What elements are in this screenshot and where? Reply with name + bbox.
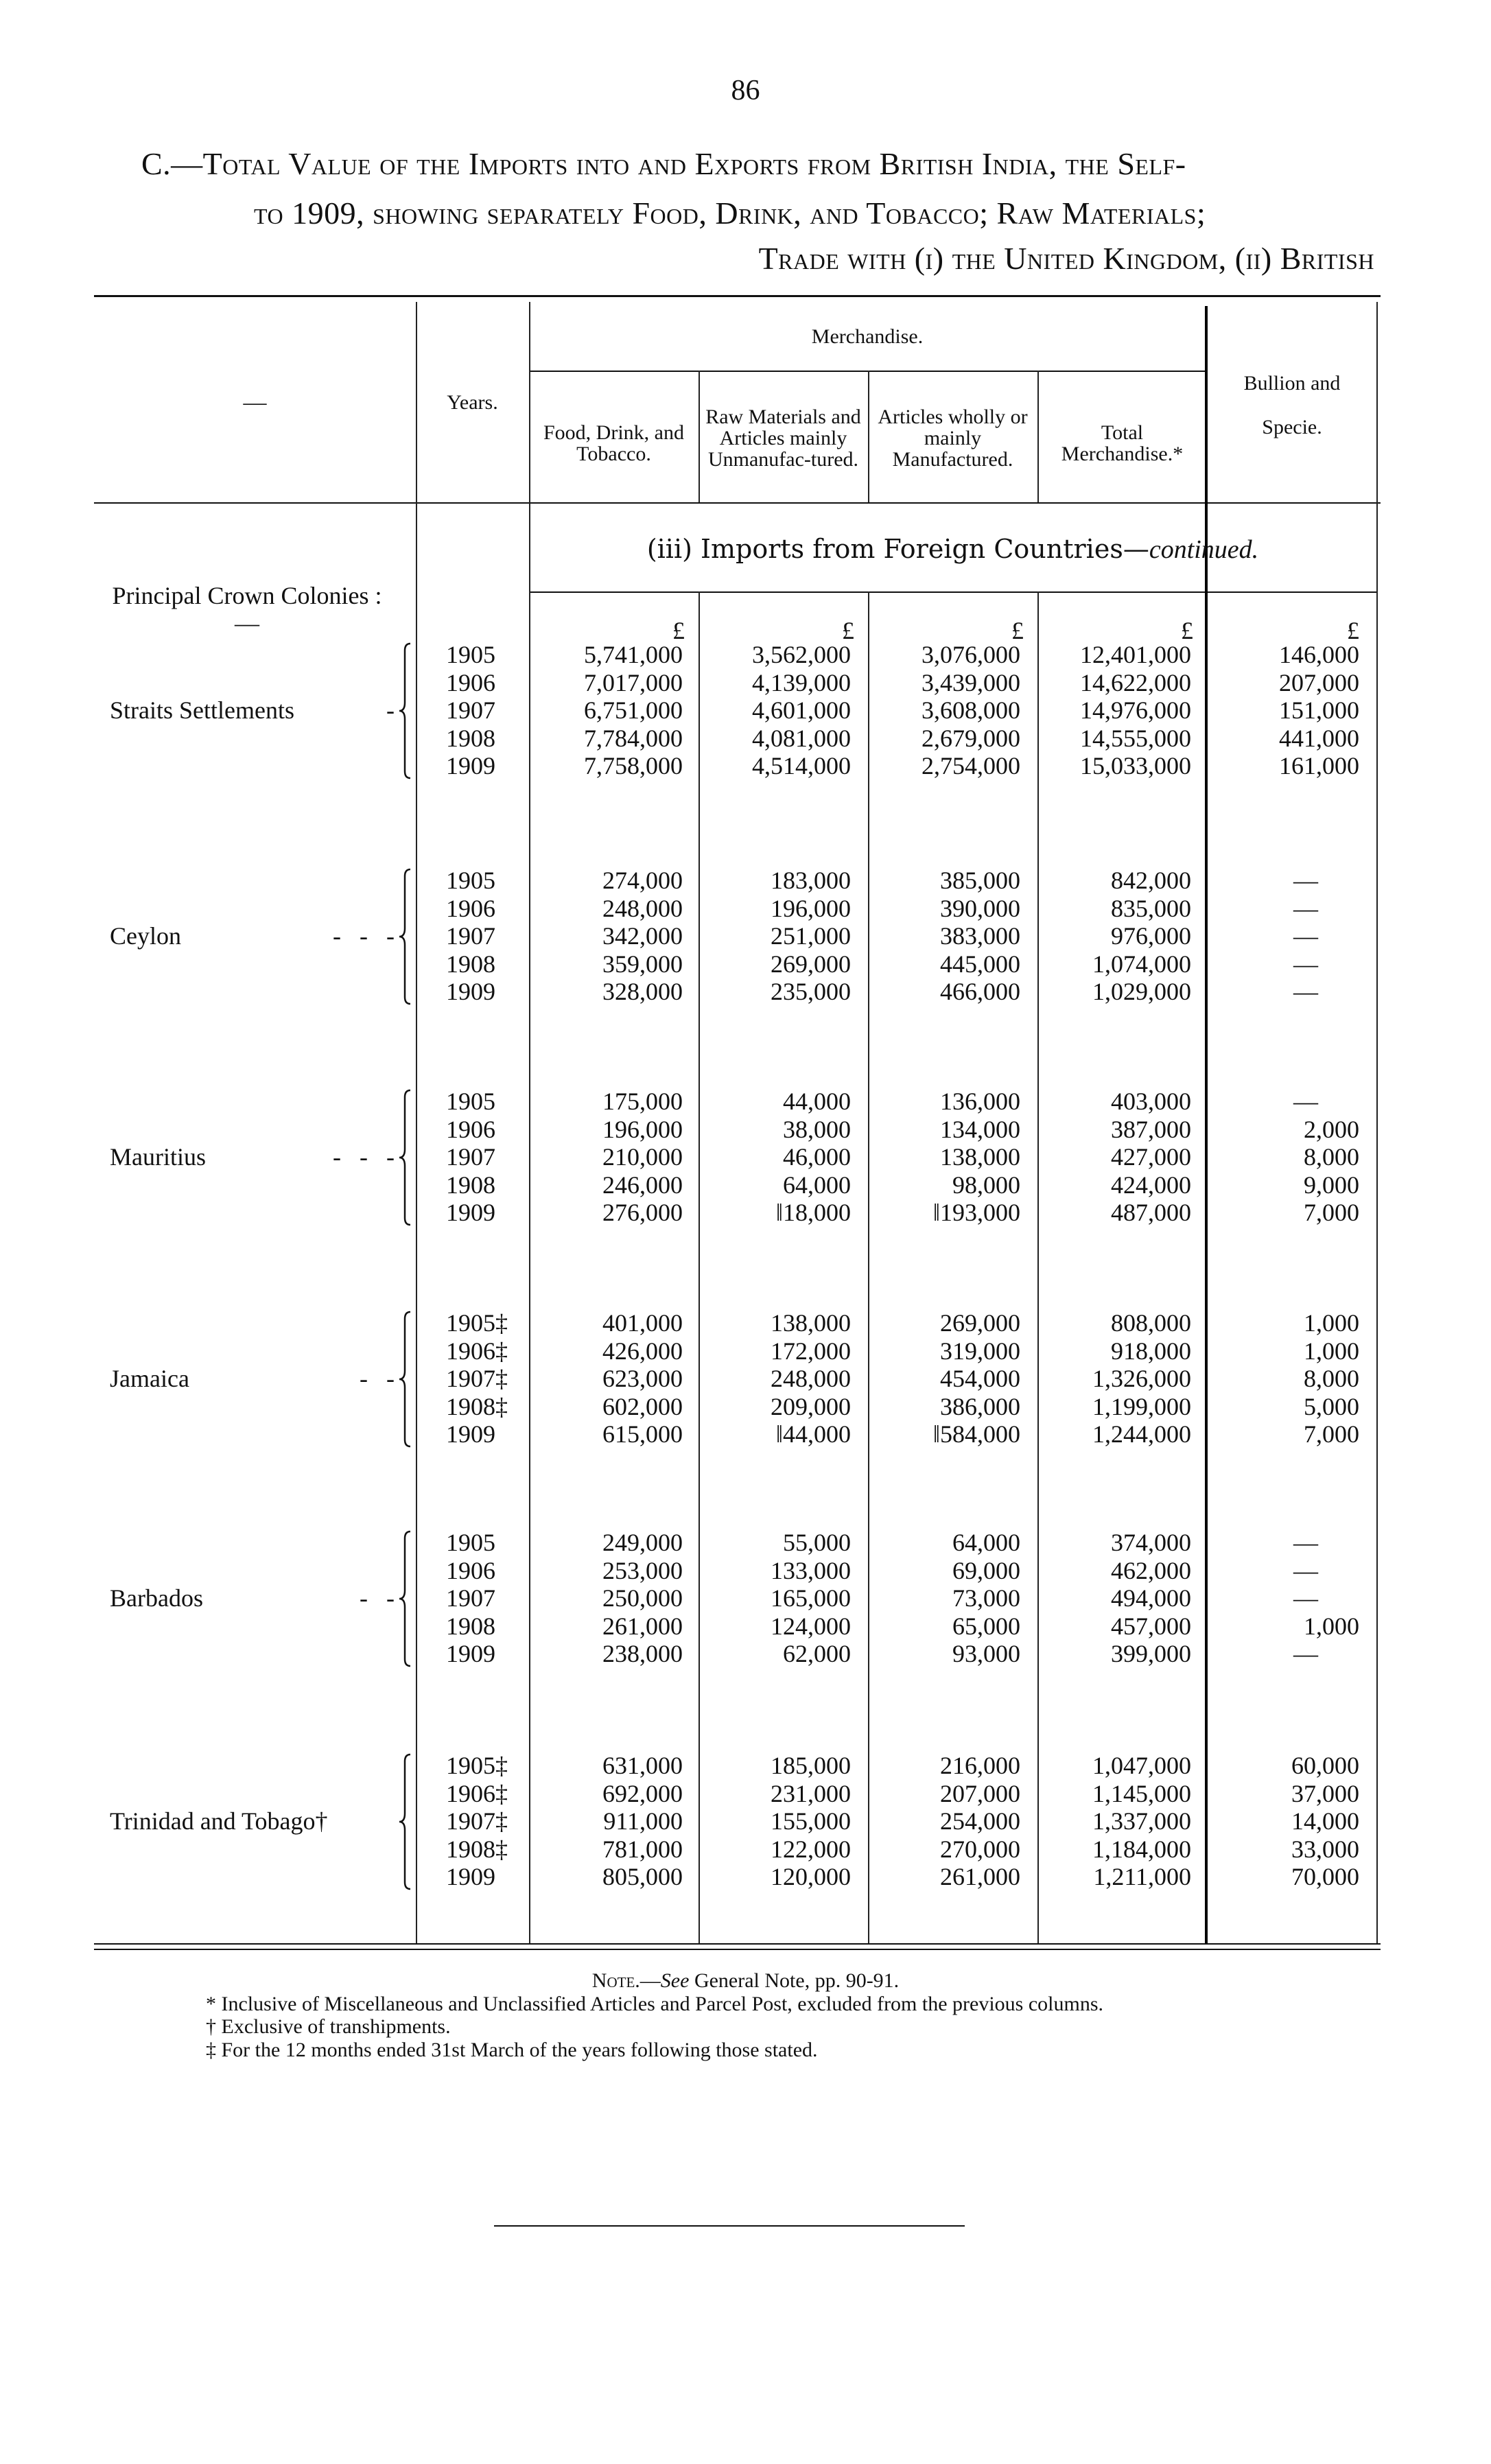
section-rule: [529, 591, 1376, 593]
raw-cell: 165,000: [771, 1584, 851, 1612]
food-cell: 805,000: [602, 1863, 683, 1890]
food-cell: 253,000: [602, 1556, 683, 1584]
table-row: [0, 1088, 1491, 1115]
food-cell: 401,000: [602, 1309, 683, 1337]
articles-cell: 466,000: [940, 978, 1020, 1005]
country-label: Barbados: [110, 1584, 203, 1612]
table-row: [0, 1752, 1491, 1779]
year-cell: 1906: [446, 668, 495, 696]
country-label: Trinidad and Tobago†: [110, 1807, 328, 1835]
food-cell: 342,000: [602, 922, 683, 950]
total-cell: 808,000: [1111, 1309, 1191, 1337]
year-cell: 1906: [446, 1115, 495, 1143]
food-cell: 250,000: [602, 1584, 683, 1612]
year-cell: 1906‡: [446, 1779, 508, 1807]
articles-cell: 69,000: [952, 1556, 1020, 1584]
header-bullion-line1: Bullion and: [1243, 371, 1341, 395]
country-label: Ceylon: [110, 922, 181, 950]
header-first-col: —: [243, 389, 267, 415]
table-row: [0, 1807, 1491, 1835]
table-row: [0, 1780, 1491, 1807]
table-row: [0, 978, 1491, 1005]
bullion-cell: 33,000: [1291, 1835, 1359, 1863]
articles-cell: 269,000: [940, 1309, 1020, 1337]
bullion-cell: 70,000: [1291, 1863, 1359, 1890]
raw-cell: 183,000: [771, 867, 851, 894]
raw-cell: 196,000: [771, 894, 851, 922]
food-cell: 246,000: [602, 1171, 683, 1199]
bullion-cell: —: [1293, 1088, 1318, 1115]
raw-cell: 133,000: [771, 1556, 851, 1584]
articles-cell: 138,000: [940, 1143, 1020, 1171]
table-row: [0, 950, 1491, 978]
bullion-cell: 8,000: [1304, 1365, 1359, 1392]
total-cell: 487,000: [1111, 1199, 1191, 1226]
total-cell: 842,000: [1111, 867, 1191, 894]
total-cell: 1,029,000: [1092, 978, 1191, 1005]
food-cell: 7,017,000: [584, 668, 683, 696]
bullion-cell: 9,000: [1304, 1171, 1359, 1199]
table-row: [0, 1835, 1491, 1863]
food-cell: 359,000: [602, 950, 683, 978]
raw-cell: 4,601,000: [752, 696, 851, 724]
total-cell: 1,184,000: [1092, 1835, 1191, 1863]
section-title: [529, 534, 1376, 565]
bullion-cell: 37,000: [1291, 1779, 1359, 1807]
table-row: [0, 1420, 1491, 1448]
food-cell: 5,741,000: [584, 641, 683, 668]
total-cell: 918,000: [1111, 1337, 1191, 1365]
col-divider-articles: [868, 591, 869, 1943]
col-divider-total-hdr: [1037, 371, 1039, 502]
table-row: [0, 1365, 1491, 1392]
merchandise-rule: [529, 371, 1206, 372]
food-cell: 196,000: [602, 1115, 683, 1143]
articles-cell: ‖584,000: [932, 1420, 1020, 1448]
bullion-cell: 146,000: [1279, 641, 1359, 668]
raw-cell: 62,000: [783, 1640, 851, 1667]
year-cell: 1905: [446, 641, 495, 668]
articles-cell: 390,000: [940, 894, 1020, 922]
food-cell: 238,000: [602, 1640, 683, 1667]
raw-cell: 235,000: [771, 978, 851, 1005]
total-cell: 374,000: [1111, 1529, 1191, 1556]
year-cell: 1908‡: [446, 1392, 508, 1420]
total-cell: 976,000: [1111, 922, 1191, 950]
bullion-cell: —: [1293, 922, 1318, 950]
country-label: Jamaica: [110, 1365, 189, 1392]
articles-cell: 261,000: [940, 1863, 1020, 1890]
page-number: 86: [731, 75, 760, 106]
year-cell: 1905: [446, 1088, 495, 1115]
food-cell: 248,000: [602, 894, 683, 922]
title-line-2: to 1909, showing separately Food, Drink, and Tobacco; Raw Materials;: [254, 196, 1206, 231]
table-row: [0, 1584, 1491, 1612]
col-divider-total: [1037, 591, 1039, 1943]
header-bullion-line2: Specie.: [1262, 415, 1322, 438]
bullion-cell: 1,000: [1304, 1337, 1359, 1365]
year-cell: 1905: [446, 1529, 495, 1556]
table-row: [0, 1863, 1491, 1890]
raw-cell: 3,562,000: [752, 641, 851, 668]
raw-cell: 172,000: [771, 1337, 851, 1365]
leader-dashes: - -: [360, 1365, 395, 1392]
total-cell: 403,000: [1111, 1088, 1191, 1115]
table-row: [0, 641, 1491, 668]
col-divider-articles-hdr: [868, 371, 869, 502]
raw-cell: 46,000: [783, 1143, 851, 1171]
bullion-cell: —: [1293, 1529, 1318, 1556]
title-line-1: C.—Total Value of the Imports into and Exports from British India, the Self-: [141, 146, 1186, 181]
group-heading: Principal Crown Colonies :—: [112, 582, 382, 637]
table-row: [0, 696, 1491, 724]
articles-cell: 207,000: [940, 1779, 1020, 1807]
raw-cell: 231,000: [771, 1779, 851, 1807]
table-row: [0, 895, 1491, 922]
raw-cell: 209,000: [771, 1392, 851, 1420]
year-cell: 1908: [446, 1612, 495, 1640]
table-bottom-rule: [94, 1943, 1381, 1945]
currency-bullion: £: [1347, 617, 1359, 644]
year-cell: 1907: [446, 1143, 495, 1171]
total-cell: 1,211,000: [1093, 1863, 1191, 1890]
table-row: [0, 1337, 1491, 1365]
raw-cell: 55,000: [783, 1529, 851, 1556]
table-row: [0, 752, 1491, 779]
food-cell: 623,000: [602, 1365, 683, 1392]
header-articles: Articles wholly or mainly Manufactured.: [878, 406, 1028, 471]
table-row: [0, 1199, 1491, 1226]
bullion-cell: 5,000: [1304, 1392, 1359, 1420]
table-bottom-rule-2: [94, 1949, 1381, 1950]
section-title-text: (iii) Imports from Foreign Countries—: [646, 534, 1149, 564]
food-cell: 6,751,000: [584, 696, 683, 724]
total-cell: 14,622,000: [1080, 668, 1191, 696]
total-cell: 457,000: [1111, 1612, 1191, 1640]
articles-cell: 383,000: [940, 922, 1020, 950]
total-cell: 14,976,000: [1080, 696, 1191, 724]
food-cell: 249,000: [602, 1529, 683, 1556]
year-cell: 1906: [446, 1556, 495, 1584]
food-cell: 602,000: [602, 1392, 683, 1420]
table-row: [0, 1612, 1491, 1640]
food-cell: 210,000: [602, 1143, 683, 1171]
raw-cell: 155,000: [771, 1807, 851, 1835]
general-note: [0, 1969, 1491, 1993]
articles-cell: 3,608,000: [921, 696, 1020, 724]
currency-articles: £: [1011, 617, 1024, 644]
table-row: [0, 867, 1491, 894]
bullion-cell: —: [1293, 1640, 1318, 1667]
articles-cell: 2,754,000: [921, 752, 1020, 779]
food-cell: 328,000: [602, 978, 683, 1005]
currency-raw: £: [842, 617, 854, 644]
currency-food: £: [672, 617, 685, 644]
year-cell: 1909: [446, 1199, 495, 1226]
raw-cell: ‖44,000: [775, 1420, 851, 1448]
articles-cell: 65,000: [952, 1612, 1020, 1640]
articles-cell: 445,000: [940, 950, 1020, 978]
food-cell: 274,000: [602, 867, 683, 894]
articles-cell: 319,000: [940, 1337, 1020, 1365]
footnote-double-dagger: ‡ For the 12 months ended 31st March of the years following those stated.: [206, 2039, 818, 2061]
raw-cell: 248,000: [771, 1365, 851, 1392]
table-row: [0, 725, 1491, 752]
articles-cell: 454,000: [940, 1365, 1020, 1392]
articles-cell: 73,000: [952, 1584, 1020, 1612]
footnote-dagger: † Exclusive of transhipments.: [206, 2015, 451, 2038]
articles-cell: 93,000: [952, 1640, 1020, 1667]
articles-cell: 254,000: [940, 1807, 1020, 1835]
header-food: Food, Drink, and Tobacco.: [543, 421, 684, 465]
year-cell: 1907‡: [446, 1365, 508, 1392]
year-cell: 1908: [446, 950, 495, 978]
note-text: General Note, pp. 90-91.: [689, 1969, 900, 1992]
raw-cell: 269,000: [771, 950, 851, 978]
col-divider-raw-hdr: [698, 371, 700, 502]
header-total: Total Merchandise.*: [1061, 421, 1184, 465]
bullion-cell: 8,000: [1304, 1143, 1359, 1171]
total-cell: 1,047,000: [1092, 1752, 1191, 1779]
food-cell: 7,784,000: [584, 724, 683, 752]
raw-cell: 4,139,000: [752, 668, 851, 696]
year-cell: 1906: [446, 894, 495, 922]
year-cell: 1906‡: [446, 1337, 508, 1365]
food-cell: 781,000: [602, 1835, 683, 1863]
raw-cell: 138,000: [771, 1309, 851, 1337]
bullion-cell: 441,000: [1279, 724, 1359, 752]
year-cell: 1905: [446, 867, 495, 894]
articles-cell: 64,000: [952, 1529, 1020, 1556]
currency-total: £: [1181, 617, 1193, 644]
total-cell: 1,199,000: [1092, 1392, 1191, 1420]
bullion-cell: —: [1293, 978, 1318, 1005]
header-raw: Raw Materials and Articles mainly Unmanufac-tured.: [705, 406, 861, 471]
total-cell: 12,401,000: [1080, 641, 1191, 668]
raw-cell: 64,000: [783, 1171, 851, 1199]
col-divider-raw: [698, 591, 700, 1943]
bullion-cell: 151,000: [1279, 696, 1359, 724]
year-cell: 1909: [446, 1640, 495, 1667]
leader-dashes: - - -: [333, 922, 395, 950]
footnote-asterisk: * Inclusive of Miscellaneous and Unclassified Articles and Parcel Post, excluded from the previous columns.: [206, 1993, 1104, 2015]
bullion-cell: 161,000: [1279, 752, 1359, 779]
header-bottom-rule: [94, 502, 1381, 504]
table-top-rule: [94, 295, 1381, 297]
country-label: Straits Settlements: [110, 696, 294, 724]
raw-cell: 38,000: [783, 1115, 851, 1143]
table-row: [0, 1393, 1491, 1420]
bullion-cell: 2,000: [1304, 1115, 1359, 1143]
total-cell: 399,000: [1111, 1640, 1191, 1667]
articles-cell: 98,000: [952, 1171, 1020, 1199]
total-cell: 15,033,000: [1080, 752, 1191, 779]
header-merchandise: Merchandise.: [811, 325, 924, 348]
total-cell: 1,326,000: [1092, 1365, 1191, 1392]
food-cell: 615,000: [602, 1420, 683, 1448]
raw-cell: 124,000: [771, 1612, 851, 1640]
note-label: Note.—: [591, 1969, 661, 1992]
bullion-cell: 1,000: [1304, 1612, 1359, 1640]
bottom-rule: [494, 2225, 965, 2227]
year-cell: 1909: [446, 1863, 495, 1890]
table-row: [0, 1143, 1491, 1171]
table-row: [0, 1116, 1491, 1143]
total-cell: 14,555,000: [1080, 724, 1191, 752]
bullion-cell: 1,000: [1304, 1309, 1359, 1337]
bullion-cell: 14,000: [1291, 1807, 1359, 1835]
food-cell: 692,000: [602, 1779, 683, 1807]
year-cell: 1909: [446, 978, 495, 1005]
raw-cell: 251,000: [771, 922, 851, 950]
food-cell: 175,000: [602, 1088, 683, 1115]
bullion-cell: 7,000: [1304, 1199, 1359, 1226]
total-cell: 835,000: [1111, 894, 1191, 922]
articles-cell: 136,000: [940, 1088, 1020, 1115]
articles-cell: ‖193,000: [932, 1199, 1020, 1226]
food-cell: 276,000: [602, 1199, 683, 1226]
articles-cell: 385,000: [940, 867, 1020, 894]
bullion-cell: —: [1293, 1556, 1318, 1584]
table-row: [0, 1640, 1491, 1667]
total-cell: 494,000: [1111, 1584, 1191, 1612]
bullion-cell: —: [1293, 950, 1318, 978]
country-label: Mauritius: [110, 1143, 206, 1171]
raw-cell: 4,514,000: [752, 752, 851, 779]
bullion-cell: —: [1293, 1584, 1318, 1612]
table-row: [0, 1557, 1491, 1584]
section-continued: continued.: [1149, 535, 1259, 564]
bullion-cell: —: [1293, 894, 1318, 922]
year-cell: 1907: [446, 696, 495, 724]
articles-cell: 216,000: [940, 1752, 1020, 1779]
table-row: [0, 1171, 1491, 1199]
food-cell: 631,000: [602, 1752, 683, 1779]
raw-cell: 120,000: [771, 1863, 851, 1890]
total-cell: 387,000: [1111, 1115, 1191, 1143]
table-row: [0, 922, 1491, 950]
year-cell: 1905‡: [446, 1752, 508, 1779]
leader-dashes: - - -: [333, 1143, 395, 1171]
table-row: [0, 1529, 1491, 1556]
year-cell: 1909: [446, 752, 495, 779]
food-cell: 7,758,000: [584, 752, 683, 779]
bullion-cell: 60,000: [1291, 1752, 1359, 1779]
food-cell: 911,000: [603, 1807, 683, 1835]
title-line-3: Trade with (i) the United Kingdom, (ii) British: [758, 241, 1374, 276]
year-cell: 1907‡: [446, 1807, 508, 1835]
year-cell: 1909: [446, 1420, 495, 1448]
year-cell: 1907: [446, 1584, 495, 1612]
raw-cell: 4,081,000: [752, 724, 851, 752]
articles-cell: 386,000: [940, 1392, 1020, 1420]
note-see: See: [660, 1969, 690, 1992]
raw-cell: 44,000: [783, 1088, 851, 1115]
header-years: Years.: [447, 390, 498, 414]
raw-cell: 122,000: [771, 1835, 851, 1863]
total-cell: 427,000: [1111, 1143, 1191, 1171]
total-cell: 462,000: [1111, 1556, 1191, 1584]
table-row: [0, 669, 1491, 696]
table-row: [0, 1309, 1491, 1337]
leader-dashes: -: [386, 696, 395, 724]
leader-dashes: - -: [360, 1584, 395, 1612]
articles-cell: 3,076,000: [921, 641, 1020, 668]
articles-cell: 134,000: [940, 1115, 1020, 1143]
articles-cell: 2,679,000: [921, 724, 1020, 752]
raw-cell: ‖18,000: [775, 1199, 851, 1226]
total-cell: 1,337,000: [1092, 1807, 1191, 1835]
year-cell: 1905‡: [446, 1309, 508, 1337]
year-cell: 1907: [446, 922, 495, 950]
bullion-cell: —: [1293, 867, 1318, 894]
food-cell: 261,000: [602, 1612, 683, 1640]
total-cell: 1,244,000: [1092, 1420, 1191, 1448]
articles-cell: 270,000: [940, 1835, 1020, 1863]
total-cell: 1,145,000: [1092, 1779, 1191, 1807]
raw-cell: 185,000: [771, 1752, 851, 1779]
articles-cell: 3,439,000: [921, 668, 1020, 696]
bullion-cell: 7,000: [1304, 1420, 1359, 1448]
year-cell: 1908: [446, 1171, 495, 1199]
food-cell: 426,000: [602, 1337, 683, 1365]
bullion-cell: 207,000: [1279, 668, 1359, 696]
total-cell: 1,074,000: [1092, 950, 1191, 978]
year-cell: 1908‡: [446, 1835, 508, 1863]
total-cell: 424,000: [1111, 1171, 1191, 1199]
year-cell: 1908: [446, 724, 495, 752]
